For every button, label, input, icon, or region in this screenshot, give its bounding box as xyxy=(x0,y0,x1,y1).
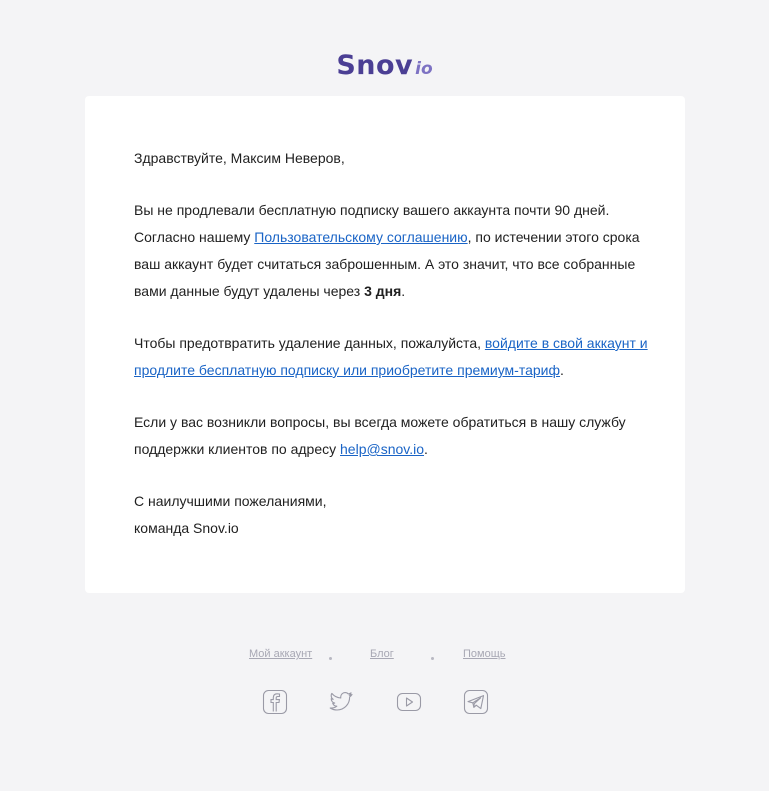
footer-my-account-link[interactable]: Мой аккаунт xyxy=(249,648,313,660)
support-text-1: Если у вас возникли вопросы, вы всегда можете обратиться в нашу службу поддержки клиентов по адресу xyxy=(134,414,626,457)
signoff-line-2: команда Snov.io xyxy=(134,520,239,536)
footer-separator-dot xyxy=(431,657,434,660)
footer-help-link[interactable]: Помощь xyxy=(463,648,506,660)
paragraph-action xyxy=(134,330,654,384)
snovio-logo[interactable] xyxy=(0,50,769,82)
signoff xyxy=(134,488,654,542)
login-renew-link[interactable]: войдите в свой аккаунт и продлите бесплатную подписку или приобретите премиум-тариф xyxy=(134,335,648,378)
footer-separator-dot xyxy=(329,657,332,660)
paragraph-support xyxy=(134,409,654,463)
support-text-2: . xyxy=(424,441,428,457)
user-agreement-link[interactable]: Пользовательскому соглашению xyxy=(254,229,468,245)
paragraph-expiry xyxy=(134,197,654,305)
email-card xyxy=(85,96,685,593)
social-links xyxy=(0,689,769,715)
logo-main-text: Snov xyxy=(336,50,414,81)
support-email-link[interactable]: help@snov.io xyxy=(340,441,425,457)
signoff-line-1: С наилучшими пожеланиями, xyxy=(134,493,327,509)
youtube-icon[interactable] xyxy=(396,689,422,715)
twitter-icon[interactable] xyxy=(329,689,355,715)
action-text-1: Чтобы предотвратить удаление данных, пожалуйста, xyxy=(134,335,485,351)
footer-nav xyxy=(0,648,769,666)
expiry-text-2: , по истечении этого срока ваш аккаунт будет считаться заброшенным. А это значит, что все собранные вами данные будут удалены через xyxy=(134,229,640,299)
action-text-2: . xyxy=(560,362,564,378)
email-body xyxy=(134,145,654,542)
footer-blog-link[interactable]: Блог xyxy=(370,648,394,660)
logo-suffix-text: io xyxy=(415,59,433,79)
greeting-text: Здравствуйте, Максим Неверов, xyxy=(134,150,345,166)
expiry-text-3: . xyxy=(401,283,406,299)
expiry-text-1: Вы не продлевали бесплатную подписку вашего аккаунта почти 90 дней. Согласно нашему xyxy=(134,202,610,245)
greeting xyxy=(134,145,654,172)
telegram-icon[interactable] xyxy=(463,689,489,715)
days-left-bold: 3 дня xyxy=(364,283,402,299)
facebook-icon[interactable] xyxy=(262,689,288,715)
